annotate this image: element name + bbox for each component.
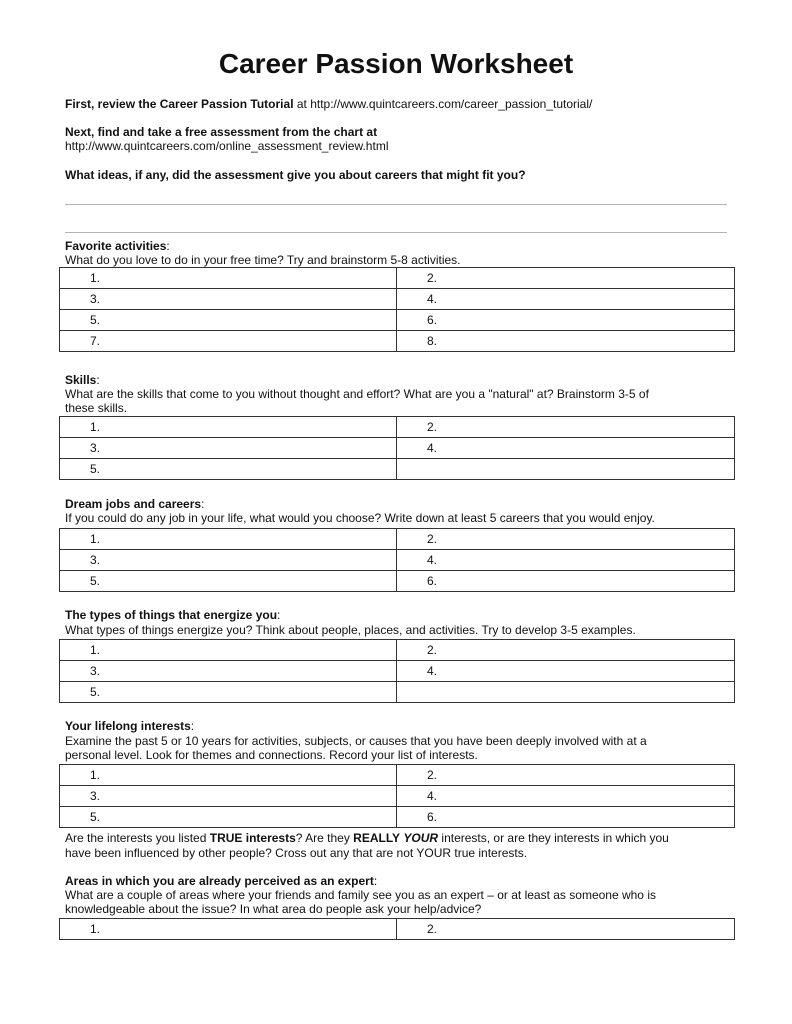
answer-line-1[interactable] — [65, 204, 727, 205]
dream-heading: Dream jobs and careers — [65, 497, 202, 511]
table-row — [60, 529, 735, 550]
expert-heading-line — [65, 874, 377, 888]
expert-colon: : — [373, 874, 378, 888]
table-row — [60, 640, 735, 661]
skills-cell-4[interactable]: 4. — [397, 438, 735, 459]
lifelong-note-2: have been influenced by other people? Cross out any that are not YOUR true interests. — [65, 846, 528, 860]
intro-first-bold: First, review the Career Passion Tutorial — [65, 97, 294, 111]
table-row — [60, 289, 735, 310]
table-row — [60, 438, 735, 459]
skills-cell-3[interactable]: 3. — [60, 438, 397, 459]
dream-table — [59, 528, 735, 592]
table-row — [60, 331, 735, 352]
dream-desc: If you could do any job in your life, what would you choose? Write down at least 5 careers that you would enjoy. — [65, 511, 655, 525]
skills-heading-line — [65, 373, 100, 387]
table-row — [60, 268, 735, 289]
lifelong-desc-2: personal level. Look for themes and connections. Record your list of interests. — [65, 748, 478, 762]
expert-cell-2[interactable]: 2. — [397, 919, 735, 940]
skills-cell-5[interactable]: 5. — [60, 459, 397, 480]
dream-colon: : — [201, 497, 205, 511]
energize-cell-1[interactable]: 1. — [60, 640, 397, 661]
lifelong-cell-3[interactable]: 3. — [60, 786, 397, 807]
table-row — [60, 765, 735, 786]
skills-cell-6[interactable] — [397, 459, 735, 480]
note-text: Are the interests you listed — [65, 831, 210, 845]
favorites-heading-line — [65, 239, 170, 253]
energize-cell-5[interactable]: 5. — [60, 682, 397, 703]
favorites-cell-8[interactable]: 8. — [397, 331, 735, 352]
table-row — [60, 919, 735, 940]
energize-heading: The types of things that energize you — [65, 608, 278, 622]
intro-next-url: http://www.quintcareers.com/online_assessment_review.html — [65, 139, 389, 153]
dream-cell-6[interactable]: 6. — [397, 571, 735, 592]
energize-colon: : — [277, 608, 281, 622]
favorites-cell-7[interactable]: 7. — [60, 331, 397, 352]
table-row — [60, 807, 735, 828]
intro-first-link-text: at http://www.quintcareers.com/career_passion_tutorial/ — [293, 97, 593, 111]
ideas-question: What ideas, if any, did the assessment give you about careers that might fit you? — [65, 168, 526, 182]
table-row — [60, 571, 735, 592]
energize-desc: What types of things energize you? Think about people, places, and activities. Try to develop 3-5 examples. — [65, 623, 636, 637]
intro-first-line — [65, 97, 592, 111]
lifelong-desc-1: Examine the past 5 or 10 years for activities, subjects, or causes that you have been deeply involved with at a — [65, 734, 647, 748]
note-text: interests, or are they interests in which you — [438, 831, 669, 845]
table-row — [60, 310, 735, 331]
lifelong-table — [59, 764, 735, 828]
page-title: Career Passion Worksheet — [218, 48, 574, 79]
dream-cell-5[interactable]: 5. — [60, 571, 397, 592]
lifelong-cell-5[interactable]: 5. — [60, 807, 397, 828]
favorites-table — [59, 267, 735, 352]
favorites-cell-5[interactable]: 5. — [60, 310, 397, 331]
skills-cell-1[interactable]: 1. — [60, 417, 397, 438]
favorites-cell-4[interactable]: 4. — [397, 289, 735, 310]
table-row — [60, 459, 735, 480]
favorites-colon: : — [166, 239, 170, 253]
lifelong-colon: : — [190, 719, 195, 733]
lifelong-cell-4[interactable]: 4. — [397, 786, 735, 807]
energize-cell-2[interactable]: 2. — [397, 640, 735, 661]
skills-desc-2: these skills. — [65, 401, 128, 415]
dream-cell-4[interactable]: 4. — [397, 550, 735, 571]
table-row — [60, 550, 735, 571]
favorites-cell-2[interactable]: 2. — [397, 268, 735, 289]
energize-cell-3[interactable]: 3. — [60, 661, 397, 682]
skills-heading: Skills — [65, 373, 97, 387]
table-row — [60, 786, 735, 807]
lifelong-cell-2[interactable]: 2. — [397, 765, 735, 786]
energize-cell-4[interactable]: 4. — [397, 661, 735, 682]
skills-colon: : — [96, 373, 100, 387]
dream-heading-line — [65, 497, 204, 511]
energize-table — [59, 639, 735, 703]
favorites-cell-3[interactable]: 3. — [60, 289, 397, 310]
table-row — [60, 682, 735, 703]
favorites-heading: Favorite activities — [65, 239, 167, 253]
table-row — [60, 661, 735, 682]
expert-heading: Areas in which you are already perceived as an expert — [65, 874, 374, 888]
expert-desc-1: What are a couple of areas where your friends and family see you as an expert – or at least as someone who is — [65, 888, 656, 902]
intro-next-bold: Next, find and take a free assessment from the chart at — [65, 125, 378, 139]
expert-desc-2: knowledgeable about the issue? In what area do people ask your help/advice? — [65, 902, 482, 916]
lifelong-cell-6[interactable]: 6. — [397, 807, 735, 828]
answer-line-2[interactable] — [65, 232, 727, 233]
skills-table — [59, 416, 735, 480]
dream-cell-1[interactable]: 1. — [60, 529, 397, 550]
note-text: ? Are they — [295, 831, 354, 845]
favorites-desc: What do you love to do in your free time? Try and brainstorm 5-8 activities. — [65, 253, 461, 267]
dream-cell-3[interactable]: 3. — [60, 550, 397, 571]
note-emphasis-really: REALLY — [353, 831, 401, 845]
lifelong-heading-line — [65, 719, 194, 733]
favorites-cell-6[interactable]: 6. — [397, 310, 735, 331]
expert-cell-1[interactable]: 1. — [60, 919, 397, 940]
lifelong-note-1 — [65, 831, 669, 845]
expert-table — [59, 918, 735, 940]
note-emphasis-true-interests: TRUE interests — [209, 831, 296, 845]
dream-cell-2[interactable]: 2. — [397, 529, 735, 550]
table-row — [60, 417, 735, 438]
note-emphasis-your: YOUR — [403, 831, 439, 845]
energize-heading-line — [65, 608, 280, 622]
lifelong-cell-1[interactable]: 1. — [60, 765, 397, 786]
skills-desc-1: What are the skills that come to you without thought and effort? What are you a "natural" at? Brainstorm 3-5 of — [65, 387, 649, 401]
energize-cell-6[interactable] — [397, 682, 735, 703]
skills-cell-2[interactable]: 2. — [397, 417, 735, 438]
favorites-cell-1[interactable]: 1. — [60, 268, 397, 289]
lifelong-heading: Your lifelong interests — [65, 719, 191, 733]
